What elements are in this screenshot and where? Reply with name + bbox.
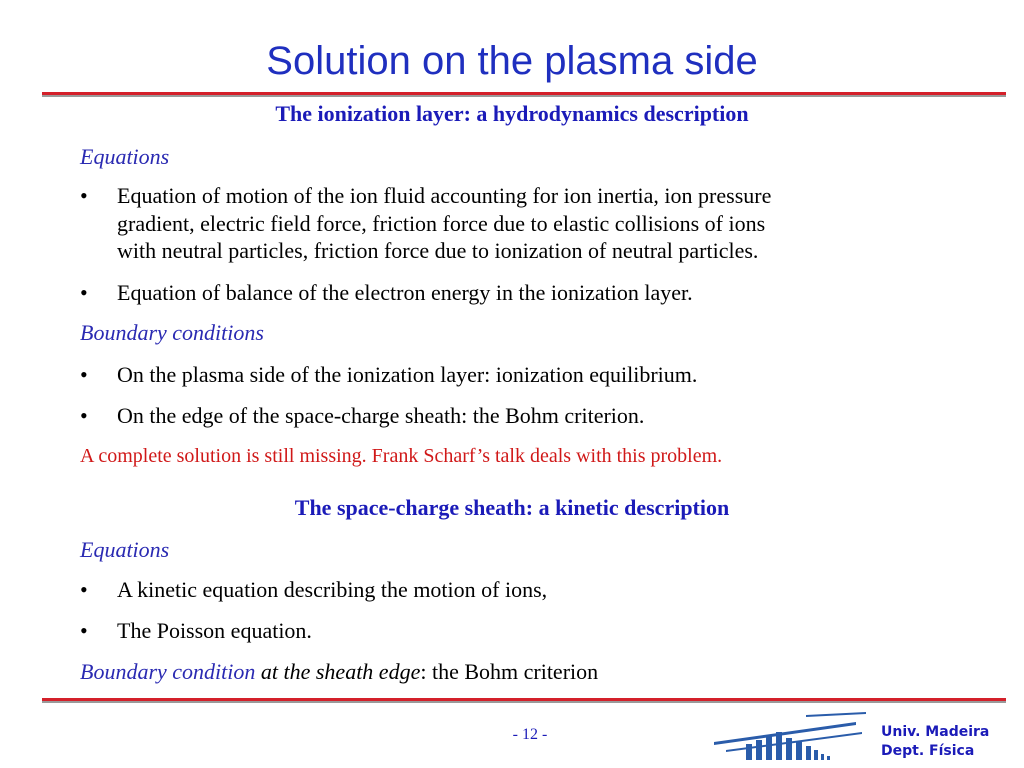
missing-solution-note: A complete solution is still missing. Frank Scharf’s talk deals with this problem. bbox=[80, 445, 723, 467]
department-name: Dept. Física bbox=[881, 743, 975, 759]
bullet-ion-motion-line1: Equation of motion of the ion fluid accounting for ion inertia, ion pressure bbox=[117, 183, 772, 208]
top-divider bbox=[42, 92, 1006, 97]
bullet-marker: • bbox=[80, 280, 88, 305]
boundary-condition-label: Boundary condition bbox=[80, 659, 256, 684]
slide-title: Solution on the plasma side bbox=[266, 39, 758, 83]
bullet-ionization-equilibrium: On the plasma side of the ionization layer: ionization equilibrium. bbox=[117, 362, 698, 387]
sheath-edge-label: at the sheath edge bbox=[260, 659, 421, 684]
bullet-poisson-equation: The Poisson equation. bbox=[117, 618, 312, 643]
university-logo-icon bbox=[706, 712, 866, 762]
bullet-marker: • bbox=[80, 577, 88, 602]
bottom-divider bbox=[42, 698, 1006, 703]
bullet-ion-motion-line2: gradient, electric field force, friction force due to elastic collisions of ions bbox=[117, 211, 766, 236]
boundary-conditions-label: Boundary conditions bbox=[80, 320, 264, 345]
section-heading-ionization: The ionization layer: a hydrodynamics description bbox=[275, 101, 749, 126]
bullet-marker: • bbox=[80, 362, 88, 387]
bullet-marker: • bbox=[80, 183, 88, 208]
bohm-criterion-text: : the Bohm criterion bbox=[420, 659, 599, 684]
equations-label: Equations bbox=[80, 144, 170, 169]
page-number: - 12 - bbox=[512, 726, 548, 743]
bullet-marker: • bbox=[80, 403, 88, 428]
boundary-condition-line bbox=[80, 659, 980, 685]
section-heading-sheath: The space-charge sheath: a kinetic description bbox=[294, 495, 730, 520]
university-label bbox=[881, 723, 1021, 761]
bullet-marker: • bbox=[80, 618, 88, 643]
university-name: Univ. Madeira bbox=[881, 724, 990, 740]
bullet-bohm-criterion: On the edge of the space-charge sheath: the Bohm criterion. bbox=[117, 403, 645, 428]
bullet-kinetic-equation: A kinetic equation describing the motion of ions, bbox=[117, 577, 548, 602]
bullet-electron-energy: Equation of balance of the electron energy in the ionization layer. bbox=[117, 280, 693, 305]
bullet-ion-motion-line3: with neutral particles, friction force due to ionization of neutral particles. bbox=[117, 238, 759, 263]
equations-label: Equations bbox=[80, 537, 170, 562]
